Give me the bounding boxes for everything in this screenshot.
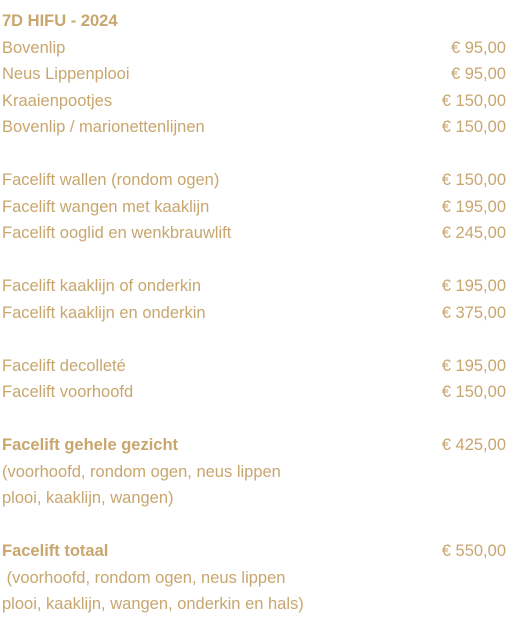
group-spacer xyxy=(2,141,506,168)
treatment-price: € 150,00 xyxy=(441,383,506,401)
price-row xyxy=(2,300,506,327)
price-row xyxy=(2,114,506,141)
treatment-price: € 150,00 xyxy=(441,91,506,110)
package-name: Facelift totaal xyxy=(2,542,109,560)
group-spacer xyxy=(2,406,506,433)
treatment-name: Facelift voorhoofd xyxy=(2,383,134,401)
price-list-title: 7D HIFU - 2024 xyxy=(2,12,118,30)
package-row xyxy=(2,432,506,459)
price-row xyxy=(2,220,506,247)
treatment-price: € 195,00 xyxy=(441,197,506,216)
package-description: (voorhoofd, rondom ogen, neus lippen xyxy=(2,568,286,587)
treatment-name: Bovenlip / marionettenlijnen xyxy=(2,118,205,136)
price-row xyxy=(2,88,506,115)
treatment-price: € 95,00 xyxy=(450,38,506,57)
price-row xyxy=(2,35,506,62)
treatment-price: € 375,00 xyxy=(441,303,506,322)
price-row xyxy=(2,167,506,194)
treatment-name: Bovenlip xyxy=(2,38,66,57)
package-name: Facelift gehele gezicht xyxy=(2,436,179,454)
treatment-price: € 150,00 xyxy=(441,118,506,136)
price-row xyxy=(2,194,506,221)
treatment-name: Facelift ooglid en wenkbrauwlift xyxy=(2,224,232,242)
package-description: (voorhoofd, rondom ogen, neus lippen xyxy=(2,462,281,481)
package-description: plooi, kaaklijn, wangen) xyxy=(2,489,174,507)
treatment-name: Neus Lippenplooi xyxy=(2,65,130,83)
treatment-name: Kraaienpootjes xyxy=(2,91,113,110)
package-price: € 550,00 xyxy=(441,542,506,560)
price-row xyxy=(2,273,506,300)
treatment-name: Facelift wallen (rondom ogen) xyxy=(2,171,220,189)
group-spacer xyxy=(2,512,506,539)
treatment-price: € 245,00 xyxy=(441,224,506,242)
treatment-name: Facelift kaaklijn of onderkin xyxy=(2,277,202,295)
group-spacer xyxy=(2,326,506,353)
price-row xyxy=(2,353,506,380)
treatment-price: € 195,00 xyxy=(441,277,506,295)
treatment-name: Facelift decolleté xyxy=(2,356,126,375)
package-row xyxy=(2,538,506,565)
treatment-name: Facelift wangen met kaaklijn xyxy=(2,197,210,216)
price-list xyxy=(2,8,506,618)
treatment-name: Facelift kaaklijn en onderkin xyxy=(2,303,206,322)
treatment-price: € 150,00 xyxy=(441,171,506,189)
package-price: € 425,00 xyxy=(441,436,506,454)
price-row xyxy=(2,379,506,406)
package-description: plooi, kaaklijn, wangen, onderkin en hals) xyxy=(2,595,304,613)
treatment-price: € 195,00 xyxy=(441,356,506,375)
treatment-price: € 95,00 xyxy=(450,65,506,83)
price-row xyxy=(2,61,506,88)
group-spacer xyxy=(2,247,506,274)
